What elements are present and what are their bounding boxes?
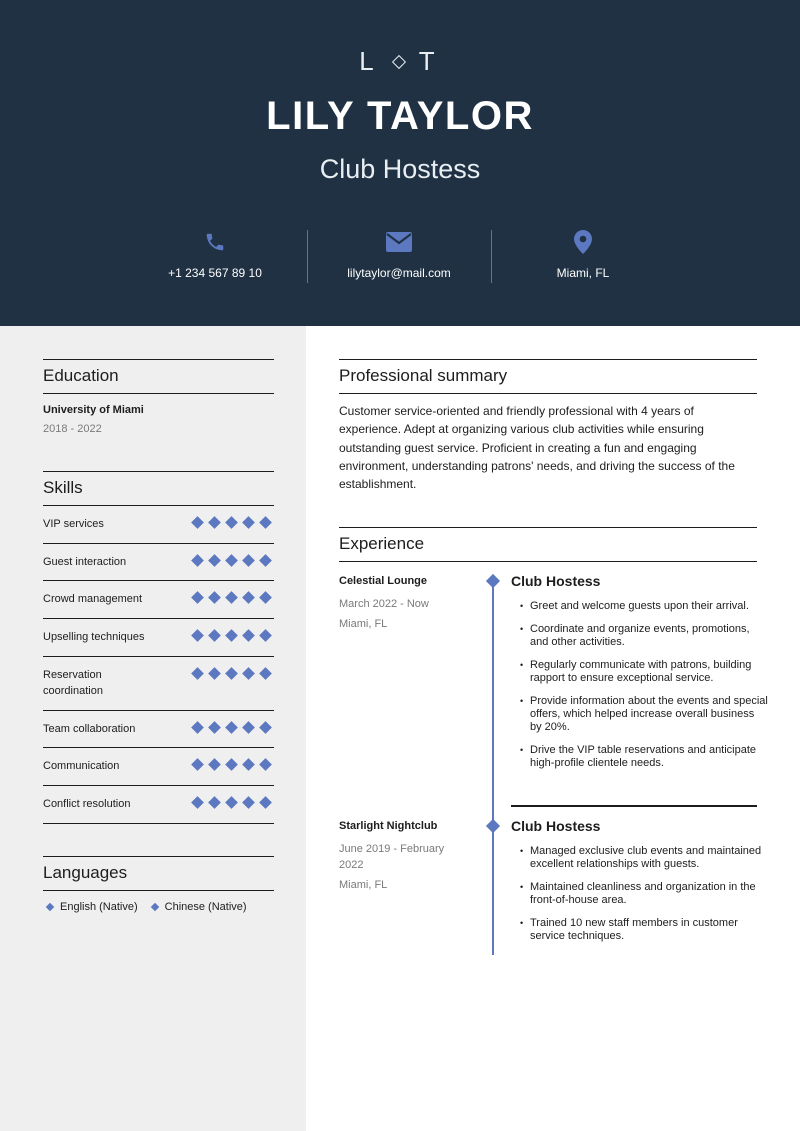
skills-heading: Skills bbox=[43, 471, 274, 506]
skill-rating bbox=[193, 619, 274, 640]
job-company: Starlight Nightclub bbox=[339, 820, 438, 832]
location-text: Miami, FL bbox=[556, 266, 610, 280]
language-item bbox=[47, 901, 138, 913]
skill-name: Team collaboration bbox=[43, 723, 136, 735]
language-label: Chinese (Native) bbox=[164, 901, 247, 913]
job-location: Miami, FL bbox=[339, 879, 388, 891]
job-bullet: • Coordinate and organize events, promotions, and other activities. bbox=[520, 623, 768, 649]
contact-email bbox=[307, 228, 491, 280]
timeline-diamond-icon bbox=[486, 574, 500, 588]
job-title: Club Hostess bbox=[511, 818, 601, 834]
job-company: Celestial Lounge bbox=[339, 575, 428, 587]
phone-number: +1 234 567 89 10 bbox=[168, 266, 262, 280]
rating-diamond-icon bbox=[191, 516, 204, 529]
rating-diamond-icon bbox=[259, 516, 272, 529]
rating-diamond-icon bbox=[225, 796, 238, 809]
resume-header bbox=[0, 0, 800, 326]
job-bullet: • Managed exclusive club events and maintained excellent relationships with guests. bbox=[520, 845, 768, 871]
skill-name: VIP services bbox=[43, 518, 104, 530]
job-bullet: • Regularly communicate with patrons, building rapport to ensure exceptional service. bbox=[520, 659, 768, 685]
contact-location bbox=[491, 228, 675, 280]
diamond-icon bbox=[392, 55, 406, 69]
monogram-right-letter: T bbox=[418, 46, 441, 76]
job-dates: March 2022 - Now bbox=[339, 598, 429, 610]
rating-diamond-icon bbox=[225, 554, 238, 567]
rating-diamond-icon bbox=[259, 758, 272, 771]
skill-row bbox=[43, 581, 274, 619]
skill-name: Guest interaction bbox=[43, 556, 127, 568]
rating-diamond-icon bbox=[259, 591, 272, 604]
skill-name: Communication bbox=[43, 760, 120, 772]
skill-rating bbox=[193, 544, 274, 565]
rating-diamond-icon bbox=[242, 796, 255, 809]
job-separator bbox=[511, 805, 757, 807]
experience-heading: Experience bbox=[339, 527, 757, 562]
skill-name: Reservation coordination bbox=[43, 669, 103, 697]
bullet-diamond-icon bbox=[150, 903, 158, 911]
rating-diamond-icon bbox=[242, 629, 255, 642]
skill-rating bbox=[193, 711, 274, 732]
education-school: University of Miami bbox=[43, 404, 144, 416]
phone-icon bbox=[123, 228, 307, 256]
rating-diamond-icon bbox=[208, 667, 221, 680]
rating-diamond-icon bbox=[191, 591, 204, 604]
rating-diamond-icon bbox=[208, 721, 221, 734]
skill-row bbox=[43, 506, 274, 544]
job-bullet: • Trained 10 new staff members in customer service techniques. bbox=[520, 917, 768, 943]
bullet-diamond-icon bbox=[46, 903, 54, 911]
rating-diamond-icon bbox=[191, 667, 204, 680]
summary-heading: Professional summary bbox=[339, 359, 757, 394]
rating-diamond-icon bbox=[259, 667, 272, 680]
skill-row bbox=[43, 544, 274, 581]
rating-diamond-icon bbox=[225, 516, 238, 529]
rating-diamond-icon bbox=[259, 629, 272, 642]
languages-list bbox=[47, 901, 247, 913]
skill-rating bbox=[193, 657, 274, 678]
rating-diamond-icon bbox=[242, 554, 255, 567]
rating-diamond-icon bbox=[208, 554, 221, 567]
job-bullet: • Provide information about the events and special offers, which helped increase overall business by 20%. bbox=[520, 695, 768, 734]
language-item bbox=[152, 901, 247, 913]
skill-rating bbox=[193, 786, 274, 807]
rating-diamond-icon bbox=[225, 629, 238, 642]
job-title: Club Hostess bbox=[511, 573, 601, 589]
rating-diamond-icon bbox=[208, 516, 221, 529]
job-dates: June 2019 - February 2022 bbox=[339, 843, 445, 871]
rating-diamond-icon bbox=[242, 667, 255, 680]
monogram-logo bbox=[0, 46, 800, 77]
rating-diamond-icon bbox=[225, 591, 238, 604]
rating-diamond-icon bbox=[259, 554, 272, 567]
rating-diamond-icon bbox=[191, 629, 204, 642]
envelope-icon bbox=[307, 228, 491, 256]
rating-diamond-icon bbox=[191, 554, 204, 567]
skill-row bbox=[43, 657, 274, 711]
skill-rating bbox=[193, 506, 274, 527]
location-pin-icon bbox=[491, 228, 675, 256]
job-bullet: • Maintained cleanliness and organization in the front-of-house area. bbox=[520, 881, 768, 907]
candidate-role: Club Hostess bbox=[319, 154, 481, 184]
rating-diamond-icon bbox=[208, 629, 221, 642]
rating-diamond-icon bbox=[242, 758, 255, 771]
rating-diamond-icon bbox=[225, 758, 238, 771]
rating-diamond-icon bbox=[242, 721, 255, 734]
skill-name: Crowd management bbox=[43, 593, 143, 605]
language-label: English (Native) bbox=[60, 901, 138, 913]
languages-heading: Languages bbox=[43, 856, 274, 891]
candidate-name: LILY TAYLOR bbox=[266, 94, 534, 138]
skill-rating bbox=[193, 748, 274, 769]
rating-diamond-icon bbox=[191, 758, 204, 771]
education-heading: Education bbox=[43, 359, 274, 394]
monogram-left-letter: L bbox=[359, 46, 379, 76]
job-location: Miami, FL bbox=[339, 618, 388, 630]
skill-row bbox=[43, 786, 274, 824]
rating-diamond-icon bbox=[208, 591, 221, 604]
summary-text: Customer service-oriented and friendly professional with 4 years of experience. Adept at organizing various club activities while ensuring outstanding guest service. Proficient in creating a fun and engaging environment, understanding patrons' needs, and driving the success of the establishment. bbox=[339, 404, 735, 492]
rating-diamond-icon bbox=[225, 667, 238, 680]
rating-diamond-icon bbox=[242, 516, 255, 529]
rating-diamond-icon bbox=[225, 721, 238, 734]
timeline-diamond-icon bbox=[486, 819, 500, 833]
education-years: 2018 - 2022 bbox=[43, 423, 102, 435]
contact-phone bbox=[123, 228, 307, 280]
rating-diamond-icon bbox=[191, 721, 204, 734]
experience-timeline bbox=[492, 581, 494, 955]
email-address: lilytaylor@mail.com bbox=[347, 266, 451, 280]
job-bullet: • Drive the VIP table reservations and anticipate high-profile clientele needs. bbox=[520, 744, 768, 770]
rating-diamond-icon bbox=[208, 796, 221, 809]
skill-name: Conflict resolution bbox=[43, 798, 131, 810]
rating-diamond-icon bbox=[259, 796, 272, 809]
skill-row bbox=[43, 619, 274, 657]
job-bullets bbox=[520, 600, 768, 780]
skill-name: Upselling techniques bbox=[43, 631, 145, 643]
rating-diamond-icon bbox=[191, 796, 204, 809]
job-bullet: • Greet and welcome guests upon their arrival. bbox=[520, 600, 768, 613]
rating-diamond-icon bbox=[242, 591, 255, 604]
skill-rating bbox=[193, 581, 274, 602]
job-bullets bbox=[520, 845, 768, 953]
rating-diamond-icon bbox=[208, 758, 221, 771]
rating-diamond-icon bbox=[259, 721, 272, 734]
skill-row bbox=[43, 748, 274, 786]
skill-row bbox=[43, 711, 274, 748]
